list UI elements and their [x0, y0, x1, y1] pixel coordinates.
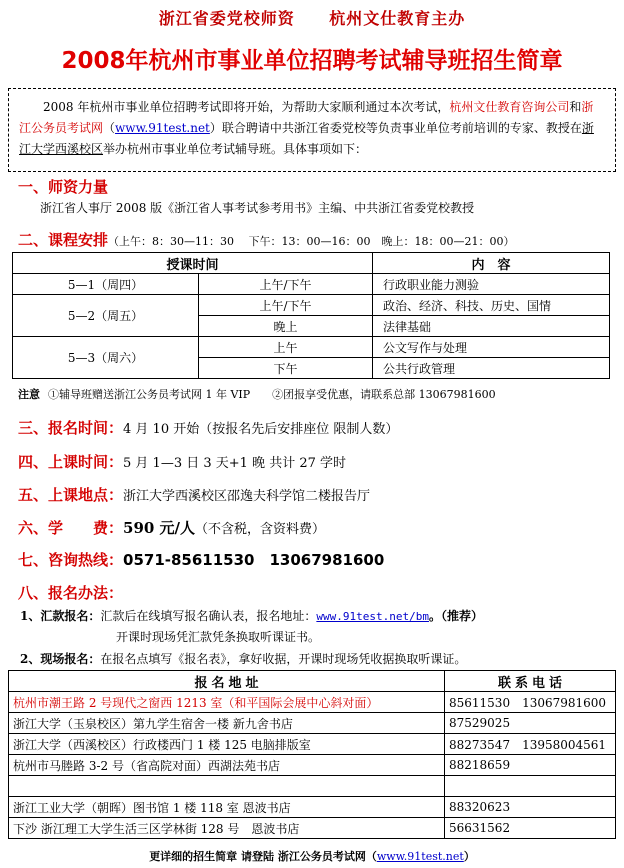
- location-address: 浙江大学（西溪校区）行政楼西门 1 楼 125 电脑排版室: [9, 734, 445, 755]
- intro-place: 浙江大学西溪校区: [19, 121, 594, 156]
- method-onsite: [20, 650, 466, 667]
- schedule-slot: 上午/下午: [199, 274, 373, 295]
- fee-price: 590 元/人: [123, 519, 196, 537]
- class-place-text: 浙江大学西溪校区邵逸夫科学馆二楼报告厅: [123, 489, 371, 504]
- schedule-note: [18, 386, 496, 402]
- schedule-day: 5—1（周四）: [13, 274, 199, 295]
- intro-org-1: 杭州文仕教育咨询公司: [449, 100, 570, 114]
- section-teachers-text: 浙江省人事厅 2008 版《浙江省人事考试参考用书》主编、中共浙江省委党校教授: [40, 201, 475, 215]
- location-address: 浙江大学（玉泉校区）第九学生宿舍一楼 新九舍书店: [9, 713, 445, 734]
- header-right-text: 杭州文仕教育主办: [329, 9, 466, 28]
- location-phone: 87529025: [445, 713, 616, 734]
- note-label: 注意: [18, 388, 40, 401]
- method-onsite-text: 在报名点填写《报名表》，拿好收据，开课时现场凭收据换取听课证。: [100, 652, 467, 666]
- method-remit-label: 1、汇款报名：: [20, 609, 101, 623]
- locations-col-address: 报名地址: [9, 671, 445, 692]
- method-onsite-label: 2、现场报名：: [20, 652, 101, 666]
- table-row: [9, 734, 616, 755]
- footer-site-link[interactable]: www.91test.net: [376, 850, 464, 863]
- location-phone: 88273547 13958004561: [445, 734, 616, 755]
- table-row: [13, 295, 610, 316]
- table-row: [9, 818, 616, 839]
- intro-text-4: ）联合聘请中共浙江省委党校等负责事业单位考前培训的专家、教授在: [209, 121, 582, 135]
- section-class-time-title: 四、上课时间：: [18, 453, 124, 471]
- schedule-times: （上午：8：30—11：30 下午：13：00—16：00 晚上：18：00—21：00）: [108, 235, 515, 248]
- schedule-content: 法律基础: [373, 316, 610, 337]
- method-remit-end: 。（推荐）: [428, 609, 483, 623]
- schedule-table: [12, 252, 610, 379]
- signup-link[interactable]: www.91test.net/bm: [316, 610, 429, 623]
- section-fee-title: 六、学 费：: [18, 519, 124, 537]
- section-schedule-heading: 二、课程安排: [18, 231, 109, 249]
- schedule-content: 公共行政管理: [373, 358, 610, 379]
- fee-note: （不含税，含资料费）: [195, 522, 326, 537]
- schedule-col-content: 内 容: [373, 253, 610, 274]
- location-phone: 88218659: [445, 755, 616, 776]
- intro-box: [8, 88, 616, 172]
- method-remit-text: 汇款后在线填写报名确认表，报名地址：: [100, 609, 317, 623]
- table-row: [13, 337, 610, 358]
- section-hotline: [18, 549, 384, 570]
- intro-text-5: 举办杭州市事业单位考试辅导班。具体事项如下：: [103, 142, 368, 156]
- section-hotline-title: 七、咨询热线：: [18, 551, 124, 569]
- method-remit: [20, 607, 483, 624]
- location-address: 浙江工业大学（朝晖）图书馆 1 楼 118 室 恩波书店: [9, 797, 445, 818]
- method-remit-line2: 开课时现场凭汇款凭条换取听课证书。: [116, 630, 321, 644]
- section-class-place-title: 五、上课地点：: [18, 486, 124, 504]
- table-row: [9, 776, 616, 797]
- schedule-day: 5—2（周五）: [13, 295, 199, 337]
- location-address: 杭州市马塍路 3-2 号（省高院对面）西湖法苑书店: [9, 755, 445, 776]
- page-title: 2008年杭州市事业单位招聘考试辅导班招生简章: [61, 48, 563, 74]
- schedule-content: 政治、经济、科技、历史、国情: [373, 295, 610, 316]
- schedule-col-time: 授课时间: [13, 253, 373, 274]
- location-address: [9, 776, 445, 797]
- section-teachers-title: 一、师资力量: [18, 178, 109, 196]
- header-tagline: [0, 6, 624, 29]
- signup-time-text: 4 月 10 开始: [123, 422, 200, 437]
- footer-end: ）: [463, 850, 475, 863]
- location-address: 下沙 浙江理工大学生活三区学林街 128 号 恩波书店: [9, 818, 445, 839]
- location-phone: 85611530 13067981600: [445, 692, 616, 713]
- table-row: [9, 797, 616, 818]
- footer-note: [0, 848, 624, 864]
- table-row: [9, 671, 616, 692]
- schedule-day: 5—3（周六）: [13, 337, 199, 379]
- table-row: [9, 713, 616, 734]
- section-schedule-title: [18, 229, 514, 250]
- hotline-phones: 0571-85611530 13067981600: [123, 551, 385, 569]
- location-phone: 56631562: [445, 818, 616, 839]
- table-row: [13, 253, 610, 274]
- intro-text-1: 2008 年杭州市事业单位招聘考试即将开始，为帮助大家顺利通过本次考试，: [43, 100, 450, 114]
- intro-org-2: 浙江公务员考试网: [19, 100, 594, 135]
- section-class-time: [18, 451, 346, 472]
- locations-table: [8, 670, 616, 839]
- table-row: [13, 274, 610, 295]
- table-row: [9, 755, 616, 776]
- location-phone: [445, 776, 616, 797]
- section-signup-time: [18, 417, 398, 438]
- schedule-slot: 上午/下午: [199, 295, 373, 316]
- note-text: ①辅导班赠送浙江公务员考试网 1 年 VIP ②团报享受优惠，请联系总部 13067981600: [48, 388, 496, 401]
- intro-text-2: 和: [569, 100, 582, 114]
- intro-text-3: （: [103, 121, 116, 135]
- header-left-text: 浙江省委党校师资: [158, 9, 295, 28]
- schedule-content: 行政职业能力测验: [373, 274, 610, 295]
- table-row: [9, 692, 616, 713]
- section-class-place: [18, 484, 370, 505]
- section-fee: [18, 517, 325, 538]
- location-address: 杭州市潮王路 2 号现代之窗西 1213 室（和平国际会展中心斜对面）: [9, 692, 445, 713]
- schedule-slot: 上午: [199, 337, 373, 358]
- class-time-text: 5 月 1—3 日 3 天+1 晚 共计 27 学时: [123, 456, 346, 471]
- section-signup-time-title: 三、报名时间：: [18, 419, 124, 437]
- section-method-title: 八、报名办法：: [18, 584, 124, 602]
- footer-text: 更详细的招生简章 请登陆 浙江公务员考试网（: [149, 850, 377, 863]
- schedule-slot: 晚上: [199, 316, 373, 337]
- schedule-content: 公文写作与处理: [373, 337, 610, 358]
- intro-site-link[interactable]: www.91test.net: [115, 121, 210, 135]
- location-phone: 88320623: [445, 797, 616, 818]
- locations-col-phone: 联系电话: [445, 671, 616, 692]
- schedule-slot: 下午: [199, 358, 373, 379]
- signup-time-note: （按报名先后安排座位 限制人数）: [199, 422, 399, 437]
